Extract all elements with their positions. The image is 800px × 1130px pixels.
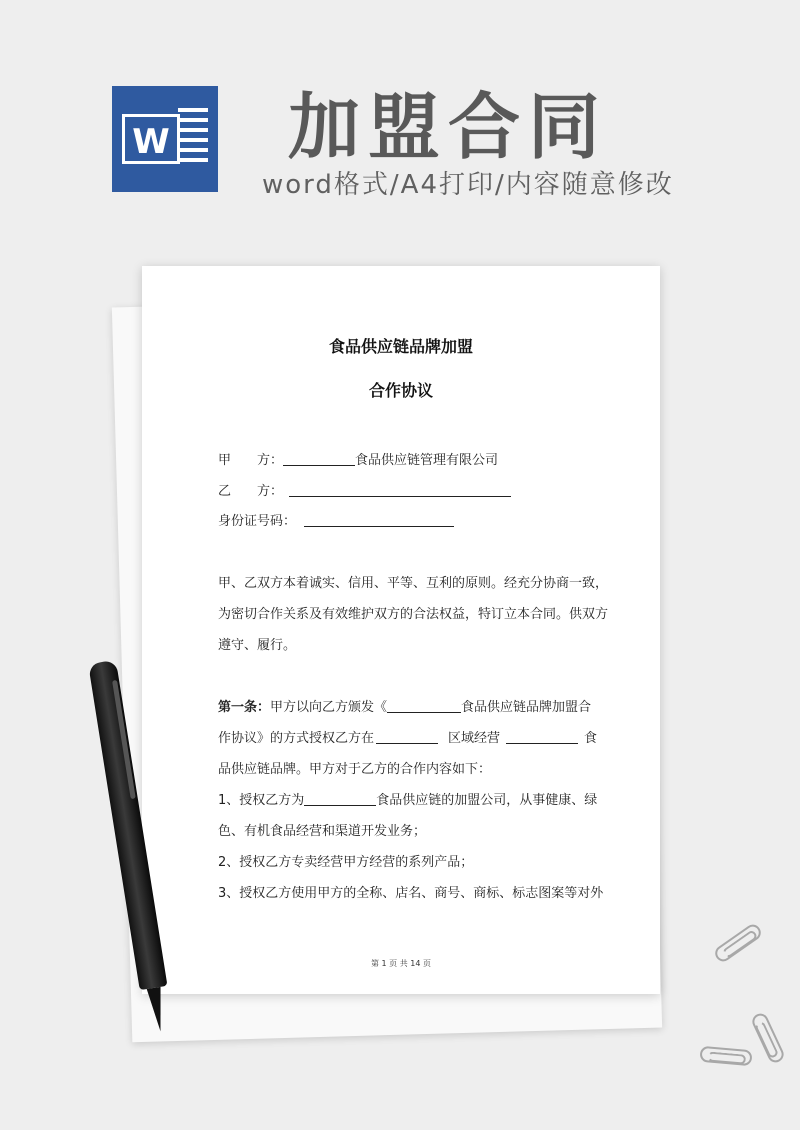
- id-field: [218, 512, 454, 530]
- party-b-blank: [289, 482, 511, 497]
- banner-subtitle: word格式/A4打印/内容随意修改: [262, 170, 674, 200]
- paperclip-icon: [699, 1046, 752, 1066]
- page-footer: 第 1 页 共 14 页: [371, 959, 431, 968]
- doc-title-line2: 合作协议: [368, 381, 433, 400]
- banner-title: 加盟合同: [288, 85, 609, 169]
- paperclip-icon: [750, 1011, 786, 1065]
- article-1-text: 食品供应链品牌加盟合: [461, 700, 592, 715]
- party-b-label: 乙 方：: [218, 484, 284, 499]
- id-blank: [304, 512, 454, 527]
- article-1-text: 食: [584, 731, 598, 746]
- article-1-text: 甲方以向乙方颁发《: [270, 700, 388, 715]
- item-1-text: 1、授权乙方为: [218, 793, 305, 808]
- party-b-field: [218, 482, 511, 500]
- document-page: [142, 266, 660, 994]
- article-1-line: [218, 723, 598, 754]
- party-a-suffix: 食品供应链管理有限公司: [355, 453, 499, 468]
- article-1-line: 品供应链品牌。甲方对于乙方的合作内容如下：: [218, 762, 492, 777]
- article-1-text: 作协议》的方式授权乙方在: [218, 731, 375, 746]
- document-lines-icon: [178, 108, 208, 170]
- article-1-line: [218, 692, 590, 723]
- intro-line: 为密切合作关系及有效维护双方的合法权益，特订立本合同。供双方: [218, 607, 609, 622]
- party-a-label: 甲 方：: [218, 453, 284, 468]
- brand-blank: [387, 698, 461, 713]
- article-1-head: 第一条：: [218, 700, 271, 715]
- intro-line: 遵守、履行。: [218, 638, 297, 653]
- intro-paragraph: [218, 568, 609, 661]
- item-1-line: [218, 785, 598, 816]
- party-a-field: [218, 451, 498, 469]
- article-1: [218, 692, 604, 909]
- party-a-blank: [283, 451, 355, 466]
- franchise-blank: [304, 791, 376, 806]
- item-1-text: 食品供应链的加盟公司，从事健康、绿: [376, 793, 598, 808]
- operation-blank: [506, 729, 578, 744]
- intro-line: 甲、乙双方本着诚实、信用、平等、互利的原则。经充分协商一致，: [218, 576, 609, 591]
- paperclip-icon: [712, 922, 764, 965]
- article-1-text: 区域经营: [448, 731, 501, 746]
- word-logo-icon: [112, 86, 218, 192]
- item-3-line: 3、授权乙方使用甲方的全称、店名、商号、商标、标志图案等对外: [218, 886, 604, 901]
- word-letter: W: [122, 114, 180, 164]
- item-1-line: 色、有机食品经营和渠道开发业务；: [218, 824, 427, 839]
- item-2-line: 2、授权乙方专卖经营甲方经营的系列产品；: [218, 855, 474, 870]
- id-label: 身份证号码：: [218, 514, 297, 529]
- doc-title-line1: 食品供应链品牌加盟: [328, 337, 473, 356]
- region-blank: [376, 729, 438, 744]
